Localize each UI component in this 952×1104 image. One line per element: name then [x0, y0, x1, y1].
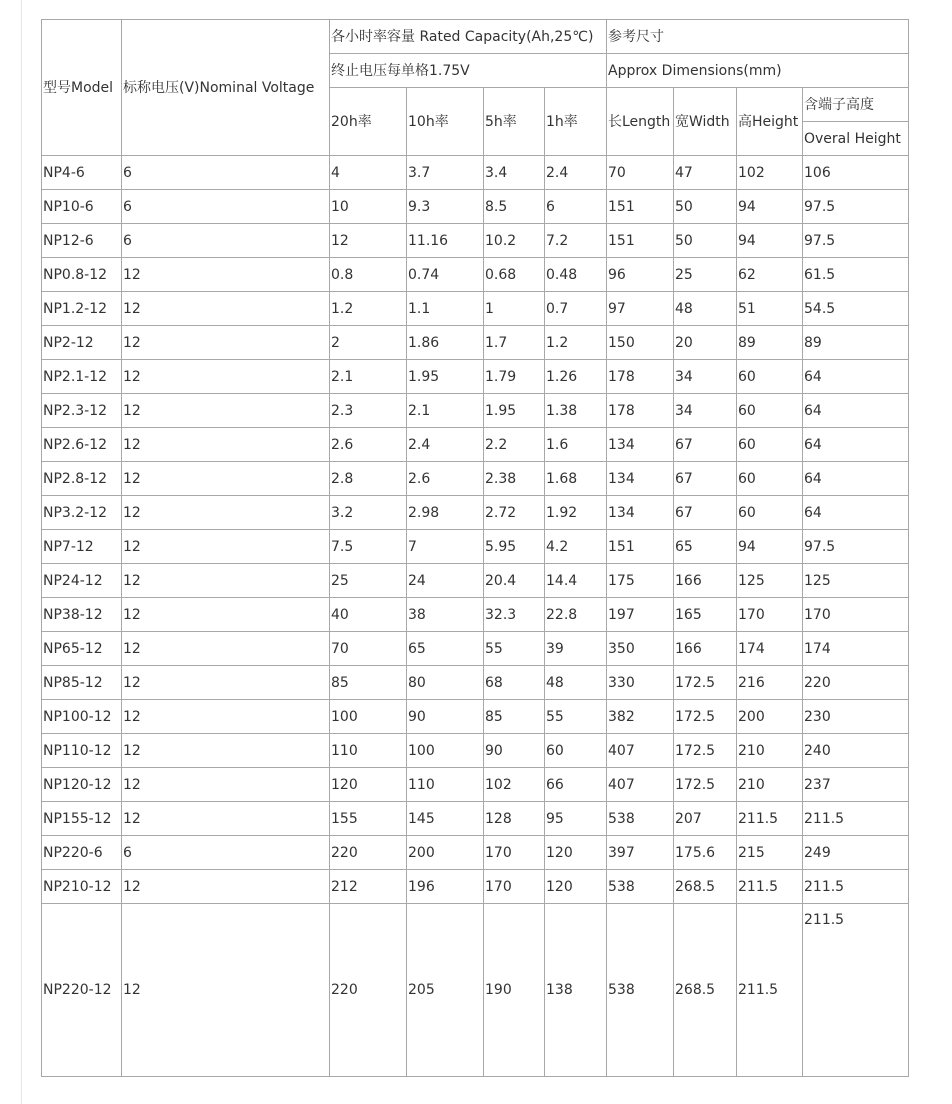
cell-height: 60 — [737, 428, 803, 462]
cell-rate-20h: 2.6 — [330, 428, 407, 462]
cell-height: 94 — [737, 190, 803, 224]
cell-rate-5h: 85 — [484, 700, 545, 734]
cell-width: 172.5 — [674, 666, 737, 700]
cell-overall-height: 237 — [803, 768, 909, 802]
cell-rate-5h: 2.38 — [484, 462, 545, 496]
header-height: 高Height — [737, 88, 803, 156]
cell-rate-20h: 2.3 — [330, 394, 407, 428]
cell-height: 211.5 — [737, 904, 803, 1077]
cell-rate-10h: 1.86 — [407, 326, 484, 360]
cell-rate-10h: 205 — [407, 904, 484, 1077]
cell-overall-height: 240 — [803, 734, 909, 768]
cell-width: 48 — [674, 292, 737, 326]
cell-rate-10h: 90 — [407, 700, 484, 734]
cell-rate-5h: 102 — [484, 768, 545, 802]
cell-width: 50 — [674, 190, 737, 224]
cell-voltage: 6 — [122, 156, 330, 190]
cell-rate-10h: 2.4 — [407, 428, 484, 462]
cell-voltage: 12 — [122, 904, 330, 1077]
cell-rate-20h: 70 — [330, 632, 407, 666]
header-dimensions-cn: 参考尺寸 — [607, 20, 909, 54]
cell-height: 125 — [737, 564, 803, 598]
cell-rate-10h: 38 — [407, 598, 484, 632]
header-model: 型号Model — [42, 20, 122, 156]
header-nominal-voltage: 标称电压(V)Nominal Voltage — [122, 20, 330, 156]
cell-length: 175 — [607, 564, 674, 598]
cell-rate-5h: 55 — [484, 632, 545, 666]
cell-rate-5h: 90 — [484, 734, 545, 768]
cell-model: NP7-12 — [42, 530, 122, 564]
cell-rate-20h: 120 — [330, 768, 407, 802]
cell-model: NP65-12 — [42, 632, 122, 666]
cell-width: 20 — [674, 326, 737, 360]
cell-voltage: 12 — [122, 292, 330, 326]
cell-model: NP85-12 — [42, 666, 122, 700]
cell-rate-20h: 155 — [330, 802, 407, 836]
cell-rate-5h: 1.79 — [484, 360, 545, 394]
cell-rate-5h: 32.3 — [484, 598, 545, 632]
cell-rate-20h: 110 — [330, 734, 407, 768]
cell-length: 407 — [607, 734, 674, 768]
table-row — [42, 156, 909, 190]
cell-length: 382 — [607, 700, 674, 734]
cell-width: 65 — [674, 530, 737, 564]
cell-model: NP120-12 — [42, 768, 122, 802]
cell-rate-20h: 0.8 — [330, 258, 407, 292]
table-row — [42, 258, 909, 292]
cell-rate-10h: 9.3 — [407, 190, 484, 224]
cell-rate-20h: 3.2 — [330, 496, 407, 530]
cell-height: 210 — [737, 768, 803, 802]
cell-height: 211.5 — [737, 870, 803, 904]
cell-length: 151 — [607, 224, 674, 258]
header-length: 长Length — [607, 88, 674, 156]
cell-width: 34 — [674, 394, 737, 428]
cell-model: NP3.2-12 — [42, 496, 122, 530]
cell-voltage: 6 — [122, 224, 330, 258]
cell-rate-5h: 2.72 — [484, 496, 545, 530]
cell-height: 94 — [737, 530, 803, 564]
cell-voltage: 6 — [122, 836, 330, 870]
cell-voltage: 12 — [122, 802, 330, 836]
header-overall-height-en: Overal Height — [803, 122, 909, 156]
cell-width: 175.6 — [674, 836, 737, 870]
table-row — [42, 428, 909, 462]
cell-voltage: 12 — [122, 258, 330, 292]
cell-rate-1h: 39 — [545, 632, 607, 666]
cell-overall-height: 97.5 — [803, 224, 909, 258]
cell-overall-height: 174 — [803, 632, 909, 666]
header-rate-10h: 10h率 — [407, 88, 484, 156]
header-end-voltage: 终止电压每单格1.75V — [330, 54, 607, 88]
cell-rate-10h: 2.6 — [407, 462, 484, 496]
cell-overall-height: 220 — [803, 666, 909, 700]
cell-rate-20h: 85 — [330, 666, 407, 700]
table-row — [42, 734, 909, 768]
cell-rate-5h: 170 — [484, 836, 545, 870]
cell-width: 172.5 — [674, 700, 737, 734]
header-rate-1h: 1h率 — [545, 88, 607, 156]
cell-model: NP2-12 — [42, 326, 122, 360]
cell-rate-1h: 6 — [545, 190, 607, 224]
cell-rate-10h: 145 — [407, 802, 484, 836]
table-row — [42, 224, 909, 258]
cell-width: 25 — [674, 258, 737, 292]
table-row — [42, 802, 909, 836]
header-rated-capacity: 各小时率容量 Rated Capacity(Ah,25℃) — [330, 20, 607, 54]
table-row — [42, 904, 909, 1077]
cell-height: 60 — [737, 394, 803, 428]
cell-voltage: 12 — [122, 734, 330, 768]
cell-model: NP220-12 — [42, 904, 122, 1077]
cell-length: 330 — [607, 666, 674, 700]
header-dimensions-en: Approx Dimensions(mm) — [607, 54, 909, 88]
cell-width: 268.5 — [674, 870, 737, 904]
cell-width: 67 — [674, 462, 737, 496]
cell-rate-10h: 65 — [407, 632, 484, 666]
cell-overall-height: 89 — [803, 326, 909, 360]
cell-rate-10h: 24 — [407, 564, 484, 598]
cell-rate-10h: 110 — [407, 768, 484, 802]
cell-model: NP220-6 — [42, 836, 122, 870]
cell-rate-10h: 196 — [407, 870, 484, 904]
cell-length: 96 — [607, 258, 674, 292]
cell-rate-20h: 2 — [330, 326, 407, 360]
table-row — [42, 870, 909, 904]
cell-rate-20h: 2.1 — [330, 360, 407, 394]
cell-length: 350 — [607, 632, 674, 666]
cell-overall-height: 211.5 — [803, 802, 909, 836]
cell-overall-height: 211.5 — [803, 870, 909, 904]
cell-rate-5h: 1.7 — [484, 326, 545, 360]
cell-height: 60 — [737, 462, 803, 496]
cell-height: 102 — [737, 156, 803, 190]
cell-width: 165 — [674, 598, 737, 632]
cell-length: 151 — [607, 530, 674, 564]
cell-rate-5h: 1.95 — [484, 394, 545, 428]
table-row — [42, 666, 909, 700]
cell-width: 50 — [674, 224, 737, 258]
cell-length: 397 — [607, 836, 674, 870]
table-row — [42, 836, 909, 870]
cell-rate-20h: 212 — [330, 870, 407, 904]
cell-length: 134 — [607, 496, 674, 530]
header-width: 宽Width — [674, 88, 737, 156]
table-row — [42, 326, 909, 360]
cell-rate-1h: 1.26 — [545, 360, 607, 394]
cell-length: 70 — [607, 156, 674, 190]
table-row — [42, 190, 909, 224]
cell-overall-height: 61.5 — [803, 258, 909, 292]
cell-overall-height: 64 — [803, 496, 909, 530]
cell-rate-5h: 8.5 — [484, 190, 545, 224]
cell-rate-10h: 2.98 — [407, 496, 484, 530]
cell-rate-5h: 5.95 — [484, 530, 545, 564]
cell-rate-20h: 220 — [330, 836, 407, 870]
cell-rate-5h: 0.68 — [484, 258, 545, 292]
cell-overall-height: 170 — [803, 598, 909, 632]
cell-overall-height: 64 — [803, 462, 909, 496]
cell-rate-20h: 10 — [330, 190, 407, 224]
table-row — [42, 598, 909, 632]
cell-length: 97 — [607, 292, 674, 326]
cell-model: NP38-12 — [42, 598, 122, 632]
cell-voltage: 12 — [122, 768, 330, 802]
cell-length: 538 — [607, 904, 674, 1077]
cell-width: 172.5 — [674, 768, 737, 802]
cell-length: 134 — [607, 428, 674, 462]
cell-model: NP4-6 — [42, 156, 122, 190]
cell-rate-1h: 2.4 — [545, 156, 607, 190]
cell-voltage: 12 — [122, 428, 330, 462]
cell-rate-1h: 4.2 — [545, 530, 607, 564]
table-row — [42, 530, 909, 564]
table-row — [42, 394, 909, 428]
cell-overall-height: 230 — [803, 700, 909, 734]
cell-rate-5h: 3.4 — [484, 156, 545, 190]
cell-rate-1h: 1.92 — [545, 496, 607, 530]
cell-rate-10h: 1.95 — [407, 360, 484, 394]
cell-overall-height: 97.5 — [803, 190, 909, 224]
cell-rate-1h: 1.2 — [545, 326, 607, 360]
cell-rate-10h: 100 — [407, 734, 484, 768]
table-row — [42, 564, 909, 598]
cell-overall-height: 211.5 — [803, 904, 909, 1077]
cell-height: 216 — [737, 666, 803, 700]
cell-overall-height: 97.5 — [803, 530, 909, 564]
cell-rate-1h: 1.38 — [545, 394, 607, 428]
cell-voltage: 12 — [122, 496, 330, 530]
header-rate-20h: 20h率 — [330, 88, 407, 156]
cell-voltage: 12 — [122, 666, 330, 700]
cell-rate-1h: 120 — [545, 870, 607, 904]
table-row — [42, 632, 909, 666]
cell-voltage: 12 — [122, 462, 330, 496]
cell-rate-10h: 0.74 — [407, 258, 484, 292]
cell-rate-1h: 0.48 — [545, 258, 607, 292]
cell-width: 34 — [674, 360, 737, 394]
table-row — [42, 462, 909, 496]
cell-rate-20h: 2.8 — [330, 462, 407, 496]
cell-width: 67 — [674, 496, 737, 530]
cell-rate-5h: 2.2 — [484, 428, 545, 462]
cell-voltage: 12 — [122, 564, 330, 598]
cell-rate-20h: 220 — [330, 904, 407, 1077]
cell-height: 174 — [737, 632, 803, 666]
cell-rate-1h: 138 — [545, 904, 607, 1077]
cell-overall-height: 125 — [803, 564, 909, 598]
cell-rate-10h: 80 — [407, 666, 484, 700]
cell-voltage: 12 — [122, 394, 330, 428]
cell-height: 210 — [737, 734, 803, 768]
cell-width: 47 — [674, 156, 737, 190]
cell-rate-5h: 128 — [484, 802, 545, 836]
cell-height: 211.5 — [737, 802, 803, 836]
cell-overall-height: 106 — [803, 156, 909, 190]
cell-model: NP2.8-12 — [42, 462, 122, 496]
cell-voltage: 12 — [122, 870, 330, 904]
cell-rate-5h: 1 — [484, 292, 545, 326]
cell-model: NP12-6 — [42, 224, 122, 258]
cell-rate-1h: 1.6 — [545, 428, 607, 462]
cell-height: 215 — [737, 836, 803, 870]
cell-rate-1h: 14.4 — [545, 564, 607, 598]
cell-overall-height: 64 — [803, 360, 909, 394]
cell-rate-1h: 7.2 — [545, 224, 607, 258]
cell-width: 166 — [674, 632, 737, 666]
table-row — [42, 768, 909, 802]
cell-model: NP24-12 — [42, 564, 122, 598]
table-row — [42, 700, 909, 734]
cell-overall-height: 249 — [803, 836, 909, 870]
table-row — [42, 292, 909, 326]
cell-rate-20h: 4 — [330, 156, 407, 190]
cell-rate-20h: 100 — [330, 700, 407, 734]
cell-overall-height: 64 — [803, 428, 909, 462]
cell-rate-10h: 1.1 — [407, 292, 484, 326]
cell-rate-20h: 25 — [330, 564, 407, 598]
cell-length: 151 — [607, 190, 674, 224]
cell-model: NP210-12 — [42, 870, 122, 904]
cell-model: NP1.2-12 — [42, 292, 122, 326]
cell-length: 197 — [607, 598, 674, 632]
cell-rate-20h: 7.5 — [330, 530, 407, 564]
cell-height: 51 — [737, 292, 803, 326]
cell-model: NP2.6-12 — [42, 428, 122, 462]
cell-width: 166 — [674, 564, 737, 598]
cell-rate-1h: 60 — [545, 734, 607, 768]
cell-rate-20h: 12 — [330, 224, 407, 258]
cell-length: 134 — [607, 462, 674, 496]
cell-voltage: 12 — [122, 700, 330, 734]
cell-length: 178 — [607, 394, 674, 428]
cell-rate-5h: 10.2 — [484, 224, 545, 258]
cell-voltage: 6 — [122, 190, 330, 224]
cell-rate-10h: 3.7 — [407, 156, 484, 190]
cell-model: NP10-6 — [42, 190, 122, 224]
cell-height: 62 — [737, 258, 803, 292]
cell-height: 60 — [737, 360, 803, 394]
cell-rate-5h: 68 — [484, 666, 545, 700]
cell-width: 172.5 — [674, 734, 737, 768]
table-row — [42, 496, 909, 530]
cell-height: 89 — [737, 326, 803, 360]
cell-length: 407 — [607, 768, 674, 802]
cell-rate-5h: 170 — [484, 870, 545, 904]
table-row — [42, 360, 909, 394]
cell-rate-1h: 1.68 — [545, 462, 607, 496]
cell-width: 268.5 — [674, 904, 737, 1077]
cell-rate-1h: 48 — [545, 666, 607, 700]
cell-rate-5h: 20.4 — [484, 564, 545, 598]
cell-rate-1h: 22.8 — [545, 598, 607, 632]
cell-rate-5h: 190 — [484, 904, 545, 1077]
cell-rate-1h: 120 — [545, 836, 607, 870]
header-overall-height-cn: 含端子高度 — [803, 88, 909, 122]
cell-height: 170 — [737, 598, 803, 632]
cell-voltage: 12 — [122, 360, 330, 394]
cell-overall-height: 54.5 — [803, 292, 909, 326]
cell-length: 178 — [607, 360, 674, 394]
header-row-1 — [42, 20, 909, 54]
cell-voltage: 12 — [122, 598, 330, 632]
cell-rate-20h: 1.2 — [330, 292, 407, 326]
cell-model: NP110-12 — [42, 734, 122, 768]
cell-rate-10h: 200 — [407, 836, 484, 870]
cell-rate-10h: 2.1 — [407, 394, 484, 428]
cell-model: NP155-12 — [42, 802, 122, 836]
page-left-border — [21, 0, 22, 1104]
cell-rate-1h: 66 — [545, 768, 607, 802]
cell-voltage: 12 — [122, 326, 330, 360]
cell-height: 200 — [737, 700, 803, 734]
cell-rate-20h: 40 — [330, 598, 407, 632]
cell-height: 94 — [737, 224, 803, 258]
cell-width: 67 — [674, 428, 737, 462]
cell-height: 60 — [737, 496, 803, 530]
cell-voltage: 12 — [122, 530, 330, 564]
cell-voltage: 12 — [122, 632, 330, 666]
cell-length: 538 — [607, 802, 674, 836]
cell-model: NP2.3-12 — [42, 394, 122, 428]
cell-width: 207 — [674, 802, 737, 836]
cell-rate-10h: 7 — [407, 530, 484, 564]
cell-length: 150 — [607, 326, 674, 360]
cell-rate-1h: 95 — [545, 802, 607, 836]
cell-overall-height: 64 — [803, 394, 909, 428]
battery-spec-table — [41, 19, 909, 1077]
cell-model: NP2.1-12 — [42, 360, 122, 394]
cell-rate-1h: 55 — [545, 700, 607, 734]
header-rate-5h: 5h率 — [484, 88, 545, 156]
cell-rate-1h: 0.7 — [545, 292, 607, 326]
cell-length: 538 — [607, 870, 674, 904]
cell-model: NP0.8-12 — [42, 258, 122, 292]
cell-model: NP100-12 — [42, 700, 122, 734]
cell-rate-10h: 11.16 — [407, 224, 484, 258]
